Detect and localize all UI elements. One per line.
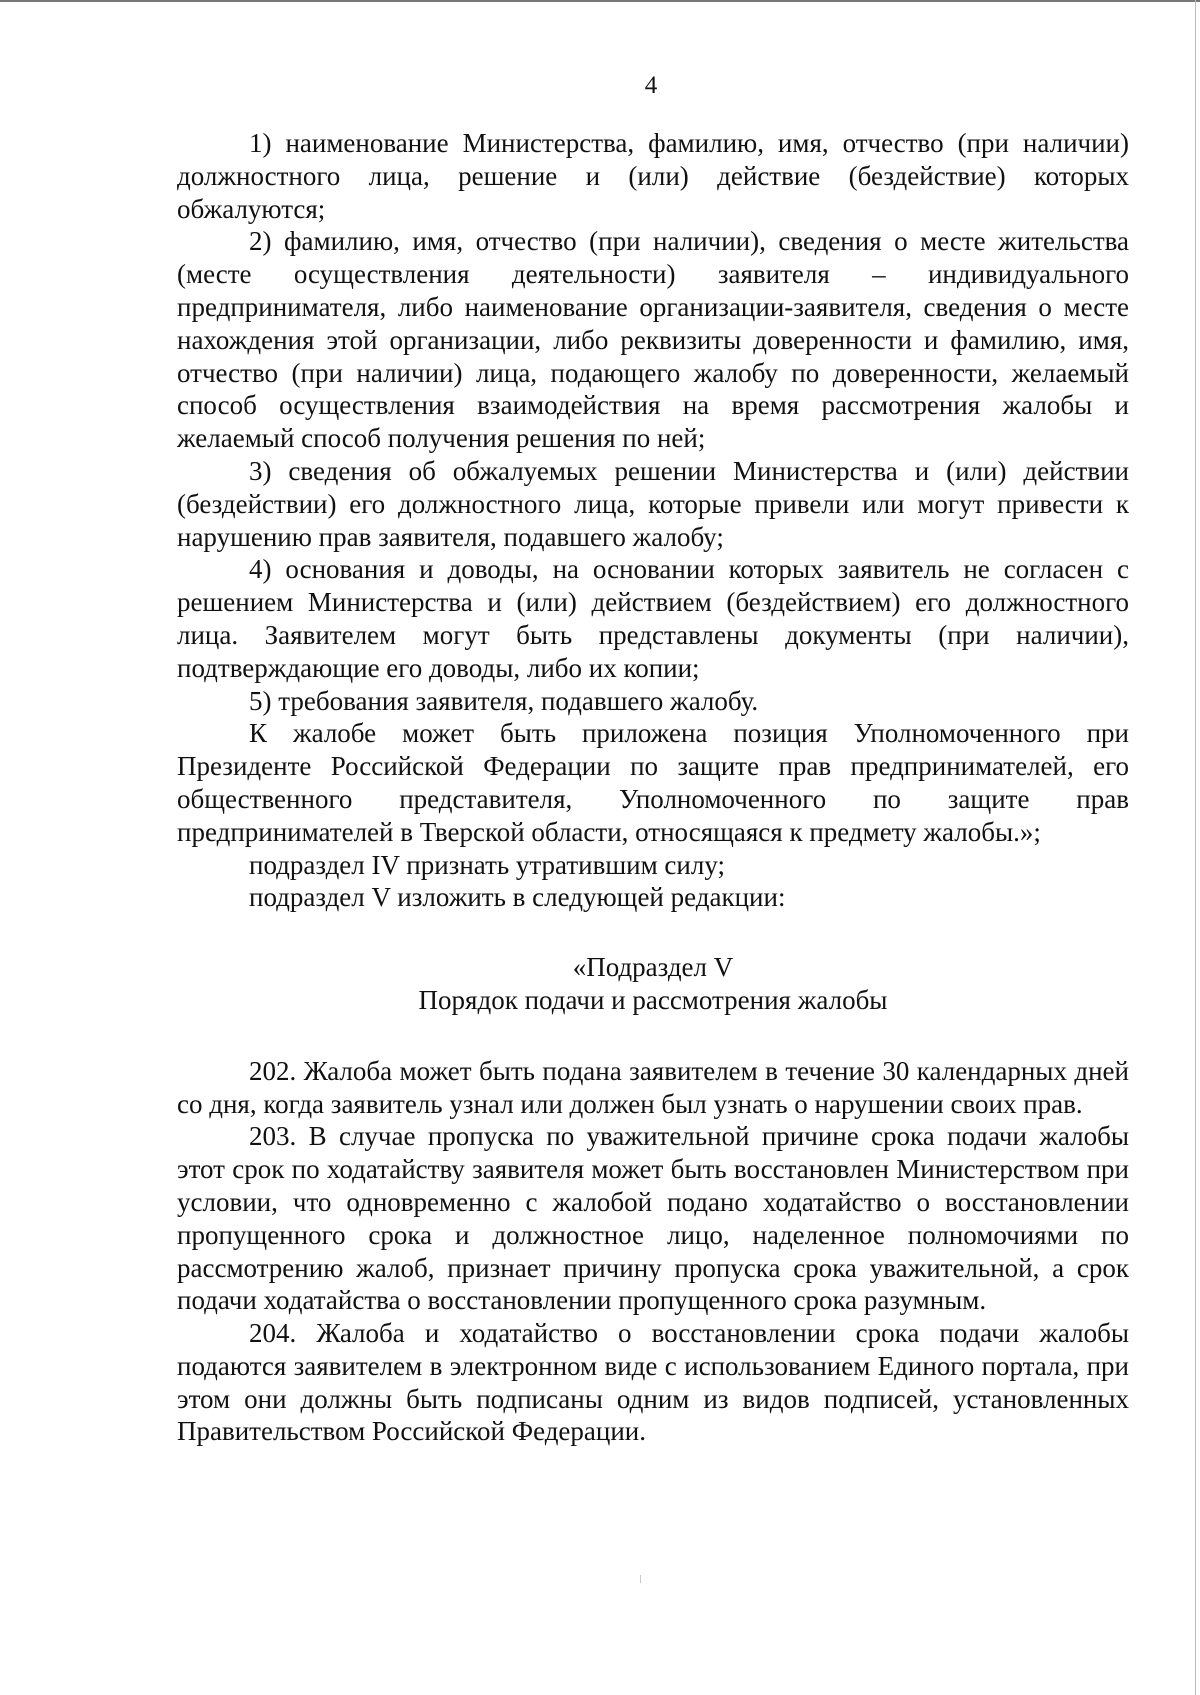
list-item-4: 4) основания и доводы, на основании которых заявитель не согласен с решением Министерства и (или) действием (бездействием) его должностного лица. Заявителем могут быть представлены документы (при наличии), подтверждающие его доводы, либо их копии; [177, 554, 1129, 683]
section-heading [177, 951, 1129, 1017]
clause-202: 202. Жалоба может быть подана заявителем в течение 30 календарных дней со дня, когда заявитель узнал или должен был узнать о нарушении своих прав. [177, 1055, 1129, 1119]
page-number: 4 [644, 72, 658, 99]
subsection-v-line: подраздел V изложить в следующей редакции: [249, 882, 786, 913]
scan-edge-right [1195, 0, 1196, 1695]
list-item-2: 2) фамилию, имя, отчество (при наличии), сведения о месте жительства (месте осуществления деятельности) заявителя – индивидуального предпринимателя, либо наименование организации-заявителя, сведения о месте нахождения этой организации, либо реквизиты доверенности и фамилию, имя, отчество (при наличии) лица, подающего жалобу по доверенности, желаемый способ осуществления взаимодействия на время рассмотрения жалобы и желаемый способ получения решения по ней; [177, 226, 1129, 454]
ombudsman-paragraph: К жалобе может быть приложена позиция Уполномоченного при Президенте Российской Федерации по защите прав предпринимателей, его общественного представителя, Уполномоченного по защите прав предпринимателей в Тверской области, относящаяся к предмету жалобы.»; [177, 718, 1129, 847]
scan-mark [640, 1575, 641, 1583]
document-body [177, 127, 1129, 1448]
subsection-iv-line: подраздел IV признать утратившим силу; [249, 849, 725, 880]
heading-subsection-subtitle: Порядок подачи и рассмотрения жалобы [418, 984, 888, 1015]
clause-203: 203. В случае пропуска по уважительной причине срока подачи жалобы этот срок по ходатайству заявителя может быть восстановлен Министерством при условии, что одновременно с жалобой подано ходатайство о восстановлении пропущенного срока и должностное лицо, наделенное полномочиями по рассмотрению жалоб, признает причину пропуска срока уважительной, а срок подачи ходатайства о восстановлении пропущенного срока разумным. [177, 1121, 1129, 1316]
scan-edge-top [0, 0, 1200, 2]
list-item-1: 1) наименование Министерства, фамилию, имя, отчество (при наличии) должностного лица, решение и (или) действие (бездействие) которых обжалуются; [177, 128, 1129, 224]
list-item-3: 3) сведения об обжалуемых решении Министерства и (или) действии (бездействии) его должностного лица, которые привели или могут привести к нарушению прав заявителя, подавшего жалобу; [177, 455, 1129, 552]
heading-subsection-title: «Подраздел V [572, 952, 734, 983]
list-item-5: 5) требования заявителя, подавшего жалобу. [249, 685, 759, 716]
clause-204: 204. Жалоба и ходатайство о восстановлении срока подачи жалобы подаются заявителем в электронном виде с использованием Единого портала, при этом они должны быть подписаны одним из видов подписей, установленных Правительством Российской Федерации. [177, 1318, 1129, 1447]
